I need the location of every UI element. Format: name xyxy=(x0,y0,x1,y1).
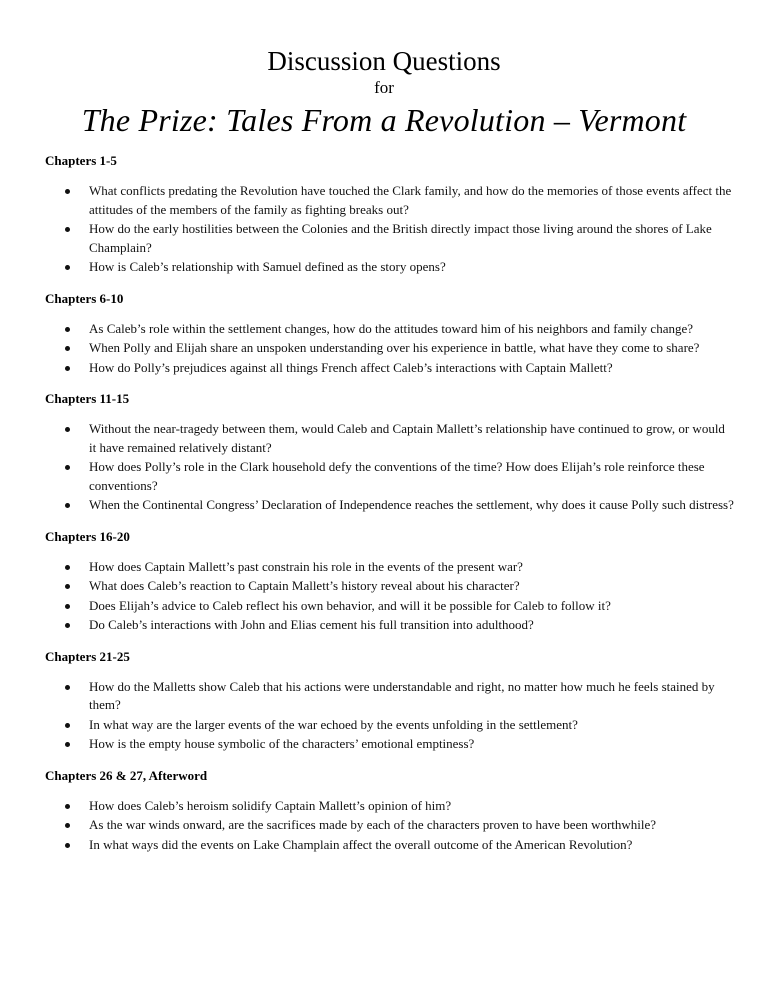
question-items xyxy=(45,420,735,515)
bullet-icon xyxy=(65,503,70,508)
document-title: Discussion Questions xyxy=(267,46,501,76)
list-item xyxy=(45,359,735,378)
bullet-icon xyxy=(65,843,70,848)
question-text: What does Caleb’s reaction to Captain Mallett’s history reveal about his character? xyxy=(89,578,520,593)
question-text: How do the Malletts show Caleb that his actions were understandable and right, no matter how much he feels stained by them? xyxy=(89,678,715,712)
bullet-icon xyxy=(65,427,70,432)
bullet-icon xyxy=(65,227,70,232)
chapter-section xyxy=(45,152,735,277)
chapter-section xyxy=(45,390,735,515)
question-text: Do Caleb’s interactions with John and Elias cement his full transition into adulthood? xyxy=(89,617,534,632)
book-title: The Prize: Tales From a Revolution – Vermont xyxy=(81,102,687,138)
list-item xyxy=(45,678,735,715)
list-item xyxy=(45,797,735,816)
for-label: for xyxy=(374,78,394,97)
section-heading: Chapters 11-15 xyxy=(45,391,130,406)
bullet-icon xyxy=(65,723,70,728)
list-item xyxy=(45,616,735,635)
question-text: How does Caleb’s heroism solidify Captain Mallett’s opinion of him? xyxy=(89,797,452,813)
chapter-section xyxy=(45,290,735,378)
question-items xyxy=(45,558,735,635)
chapter-section xyxy=(45,528,735,635)
question-text: How do the early hostilities between the Colonies and the British directly impact those living around the shores of Lake Champlain? xyxy=(89,221,712,255)
list-item xyxy=(45,836,735,855)
list-item xyxy=(45,458,735,495)
section-heading: Chapters 1-5 xyxy=(45,153,117,168)
bullet-icon xyxy=(65,804,70,809)
chapter-section xyxy=(45,767,735,855)
list-item xyxy=(45,320,735,339)
bullet-icon xyxy=(65,623,70,628)
list-item xyxy=(45,496,735,515)
list-item xyxy=(45,597,735,616)
question-items xyxy=(45,182,735,277)
bullet-icon xyxy=(65,265,70,270)
bullet-icon xyxy=(65,189,70,194)
question-items xyxy=(45,678,735,754)
question-text: How do Polly’s prejudices against all things French affect Caleb’s interactions with Captain Mallett? xyxy=(89,359,613,375)
bullet-icon xyxy=(65,327,70,332)
question-text: In what way are the larger events of the war echoed by the events unfolding in the settlement? xyxy=(89,716,578,732)
question-text: What conflicts predating the Revolution have touched the Clark family, and how do the memories of those events affect the attitudes of the members of the family as fighting breaks out? xyxy=(89,183,732,217)
section-heading: Chapters 6-10 xyxy=(45,290,124,306)
list-item xyxy=(45,716,735,735)
list-item xyxy=(45,339,735,358)
question-text: As the war winds onward, are the sacrifices made by each of the characters proven to have been worthwhile? xyxy=(89,817,657,832)
bullet-icon xyxy=(65,346,70,351)
list-item xyxy=(45,735,735,754)
bullet-icon xyxy=(65,584,70,589)
question-text: How is Caleb’s relationship with Samuel defined as the story opens? xyxy=(89,259,446,274)
section-heading: Chapters 21-25 xyxy=(45,648,130,664)
list-item xyxy=(45,816,735,835)
chapter-section xyxy=(45,648,735,754)
question-text: In what ways did the events on Lake Champlain affect the overall outcome of the American Revolution? xyxy=(89,836,633,852)
list-item xyxy=(45,258,735,277)
bullet-icon xyxy=(65,366,70,371)
bullet-icon xyxy=(65,604,70,609)
bullet-icon xyxy=(65,823,70,828)
bullet-icon xyxy=(65,565,70,570)
question-text: How does Captain Mallett’s past constrain his role in the events of the present war? xyxy=(89,558,523,574)
section-heading: Chapters 26 & 27, Afterword xyxy=(45,767,208,783)
question-text: As Caleb’s role within the settlement changes, how do the attitudes toward him of his neighbors and family change? xyxy=(89,320,693,336)
question-text: How is the empty house symbolic of the characters’ emotional emptiness? xyxy=(89,736,475,751)
list-item xyxy=(45,420,735,457)
bullet-icon xyxy=(65,465,70,470)
question-list xyxy=(45,152,735,867)
bullet-icon xyxy=(65,685,70,690)
section-heading: Chapters 16-20 xyxy=(45,528,130,544)
question-text: When the Continental Congress’ Declaration of Independence reaches the settlement, why does it cause Polly such distress? xyxy=(89,497,734,512)
list-item xyxy=(45,577,735,596)
question-items xyxy=(45,320,735,378)
question-text: Without the near-tragedy between them, would Caleb and Captain Mallett’s relationship have continued to grow, or would it have remained relatively distant? xyxy=(89,421,725,455)
list-item xyxy=(45,558,735,577)
question-text: How does Polly’s role in the Clark household defy the conventions of the time? How does Elijah’s role reinforce these conventions? xyxy=(89,459,705,493)
question-text: When Polly and Elijah share an unspoken understanding over his experience in battle, what have they come to share? xyxy=(89,340,700,355)
question-items xyxy=(45,797,735,855)
bullet-icon xyxy=(65,742,70,747)
list-item xyxy=(45,220,735,257)
list-item xyxy=(45,182,735,219)
question-text: Does Elijah’s advice to Caleb reflect his own behavior, and will it be possible for Caleb to follow it? xyxy=(89,597,611,613)
